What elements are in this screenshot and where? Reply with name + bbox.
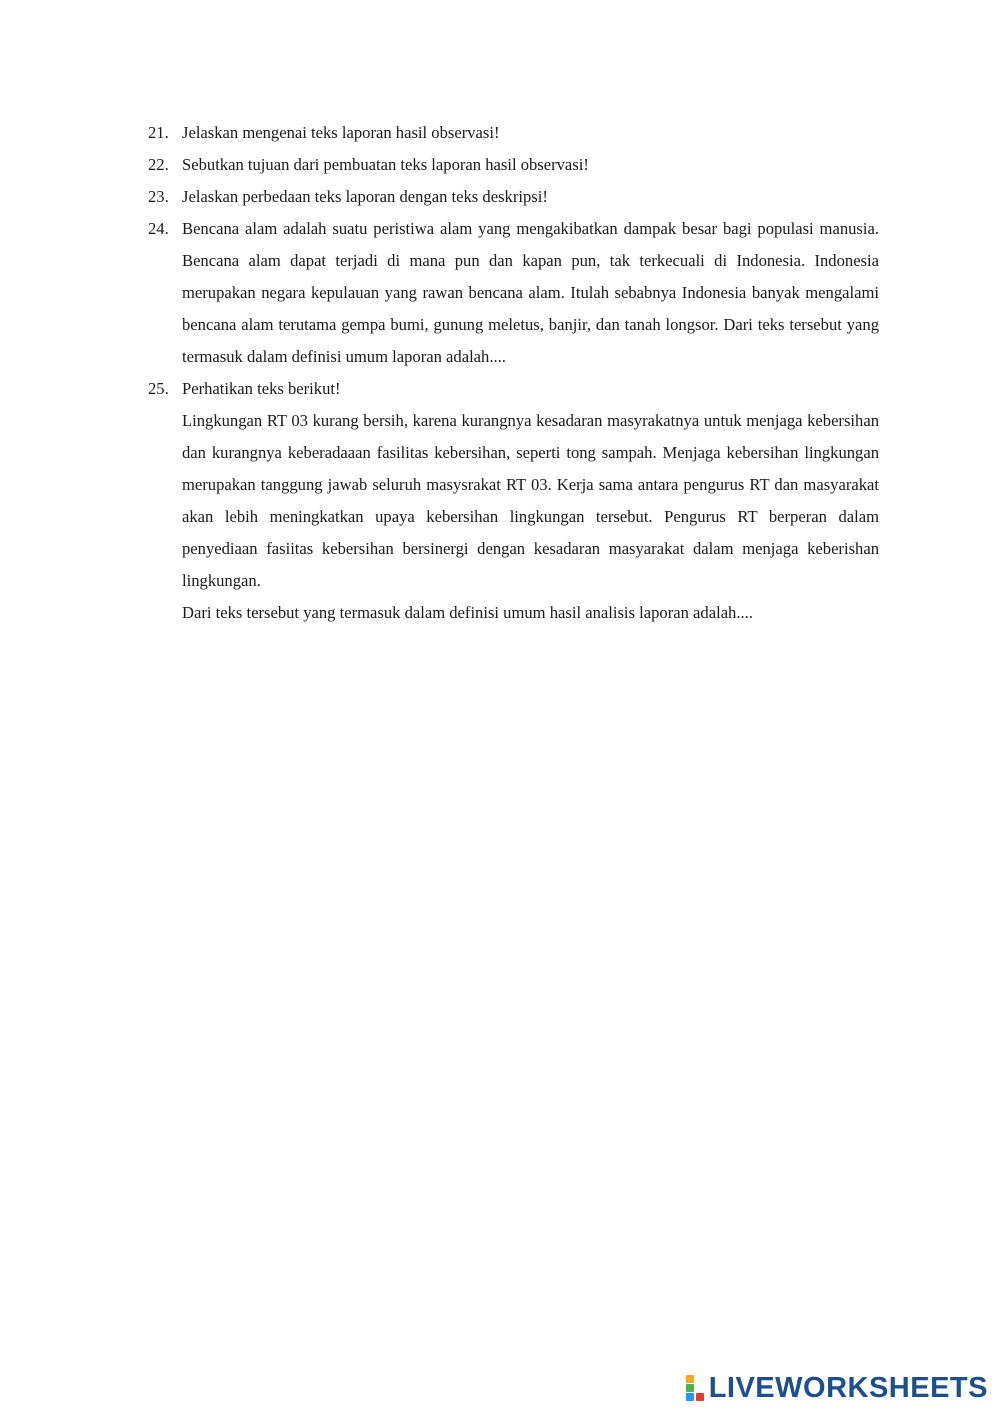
liveworksheets-logo-icon	[686, 1375, 706, 1401]
question-text: Sebutkan tujuan dari pembuatan teks laporan hasil observasi!	[182, 155, 589, 174]
question-text: Bencana alam adalah suatu peristiwa alam yang mengakibatkan dampak besar bagi populasi manusia. Bencana alam dapat terjadi di mana pun dan kapan pun, tak terkecuali di Indonesia. Indonesia merupakan negara kepulauan yang rawan bencana alam. Itulah sebabnya Indonesia banyak mengalami bencana alam terutama gempa bumi, gunung meletus, banjir, dan tanah longsor. Dari teks tersebut yang termasuk dalam definisi umum laporan adalah....	[182, 219, 879, 366]
question-item	[148, 149, 879, 181]
question-text: Perhatikan teks berikut!	[182, 379, 341, 398]
question-item	[148, 373, 879, 629]
question-number: 21.	[148, 123, 169, 142]
question-text: Jelaskan perbedaan teks laporan dengan teks deskripsi!	[182, 187, 548, 206]
question-text: Jelaskan mengenai teks laporan hasil observasi!	[182, 123, 500, 142]
liveworksheets-logo	[686, 1374, 988, 1402]
question-item	[148, 117, 879, 149]
question-item	[148, 213, 879, 373]
brand-name: LIVEWORKSHEETS	[708, 1372, 988, 1404]
question-number: 23.	[148, 187, 169, 206]
reading-passage: Lingkungan RT 03 kurang bersih, karena kurangnya kesadaran masyrakatnya untuk menjaga kebersihan dan kurangnya keberadaaan fasilitas kebersihan, seperti tong sampah. Menjaga kebersihan lingkungan merupakan tanggung jawab seluruh masysrakat RT 03. Kerja sama antara pengurus RT dan masyarakat akan lebih meningkatkan upaya kebersihan lingkungan tersebut. Pengurus RT berperan dalam penyediaan fasiitas kebersihan bersinergi dengan kesadaran masyarakat dalam menjaga keberishan lingkungan.	[182, 411, 879, 590]
question-item	[148, 181, 879, 213]
question-prompt: Dari teks tersebut yang termasuk dalam definisi umum hasil analisis laporan adalah....	[182, 603, 753, 622]
question-number: 22.	[148, 155, 169, 174]
question-list	[148, 117, 879, 629]
question-number: 24.	[148, 219, 169, 238]
question-number: 25.	[148, 379, 169, 398]
